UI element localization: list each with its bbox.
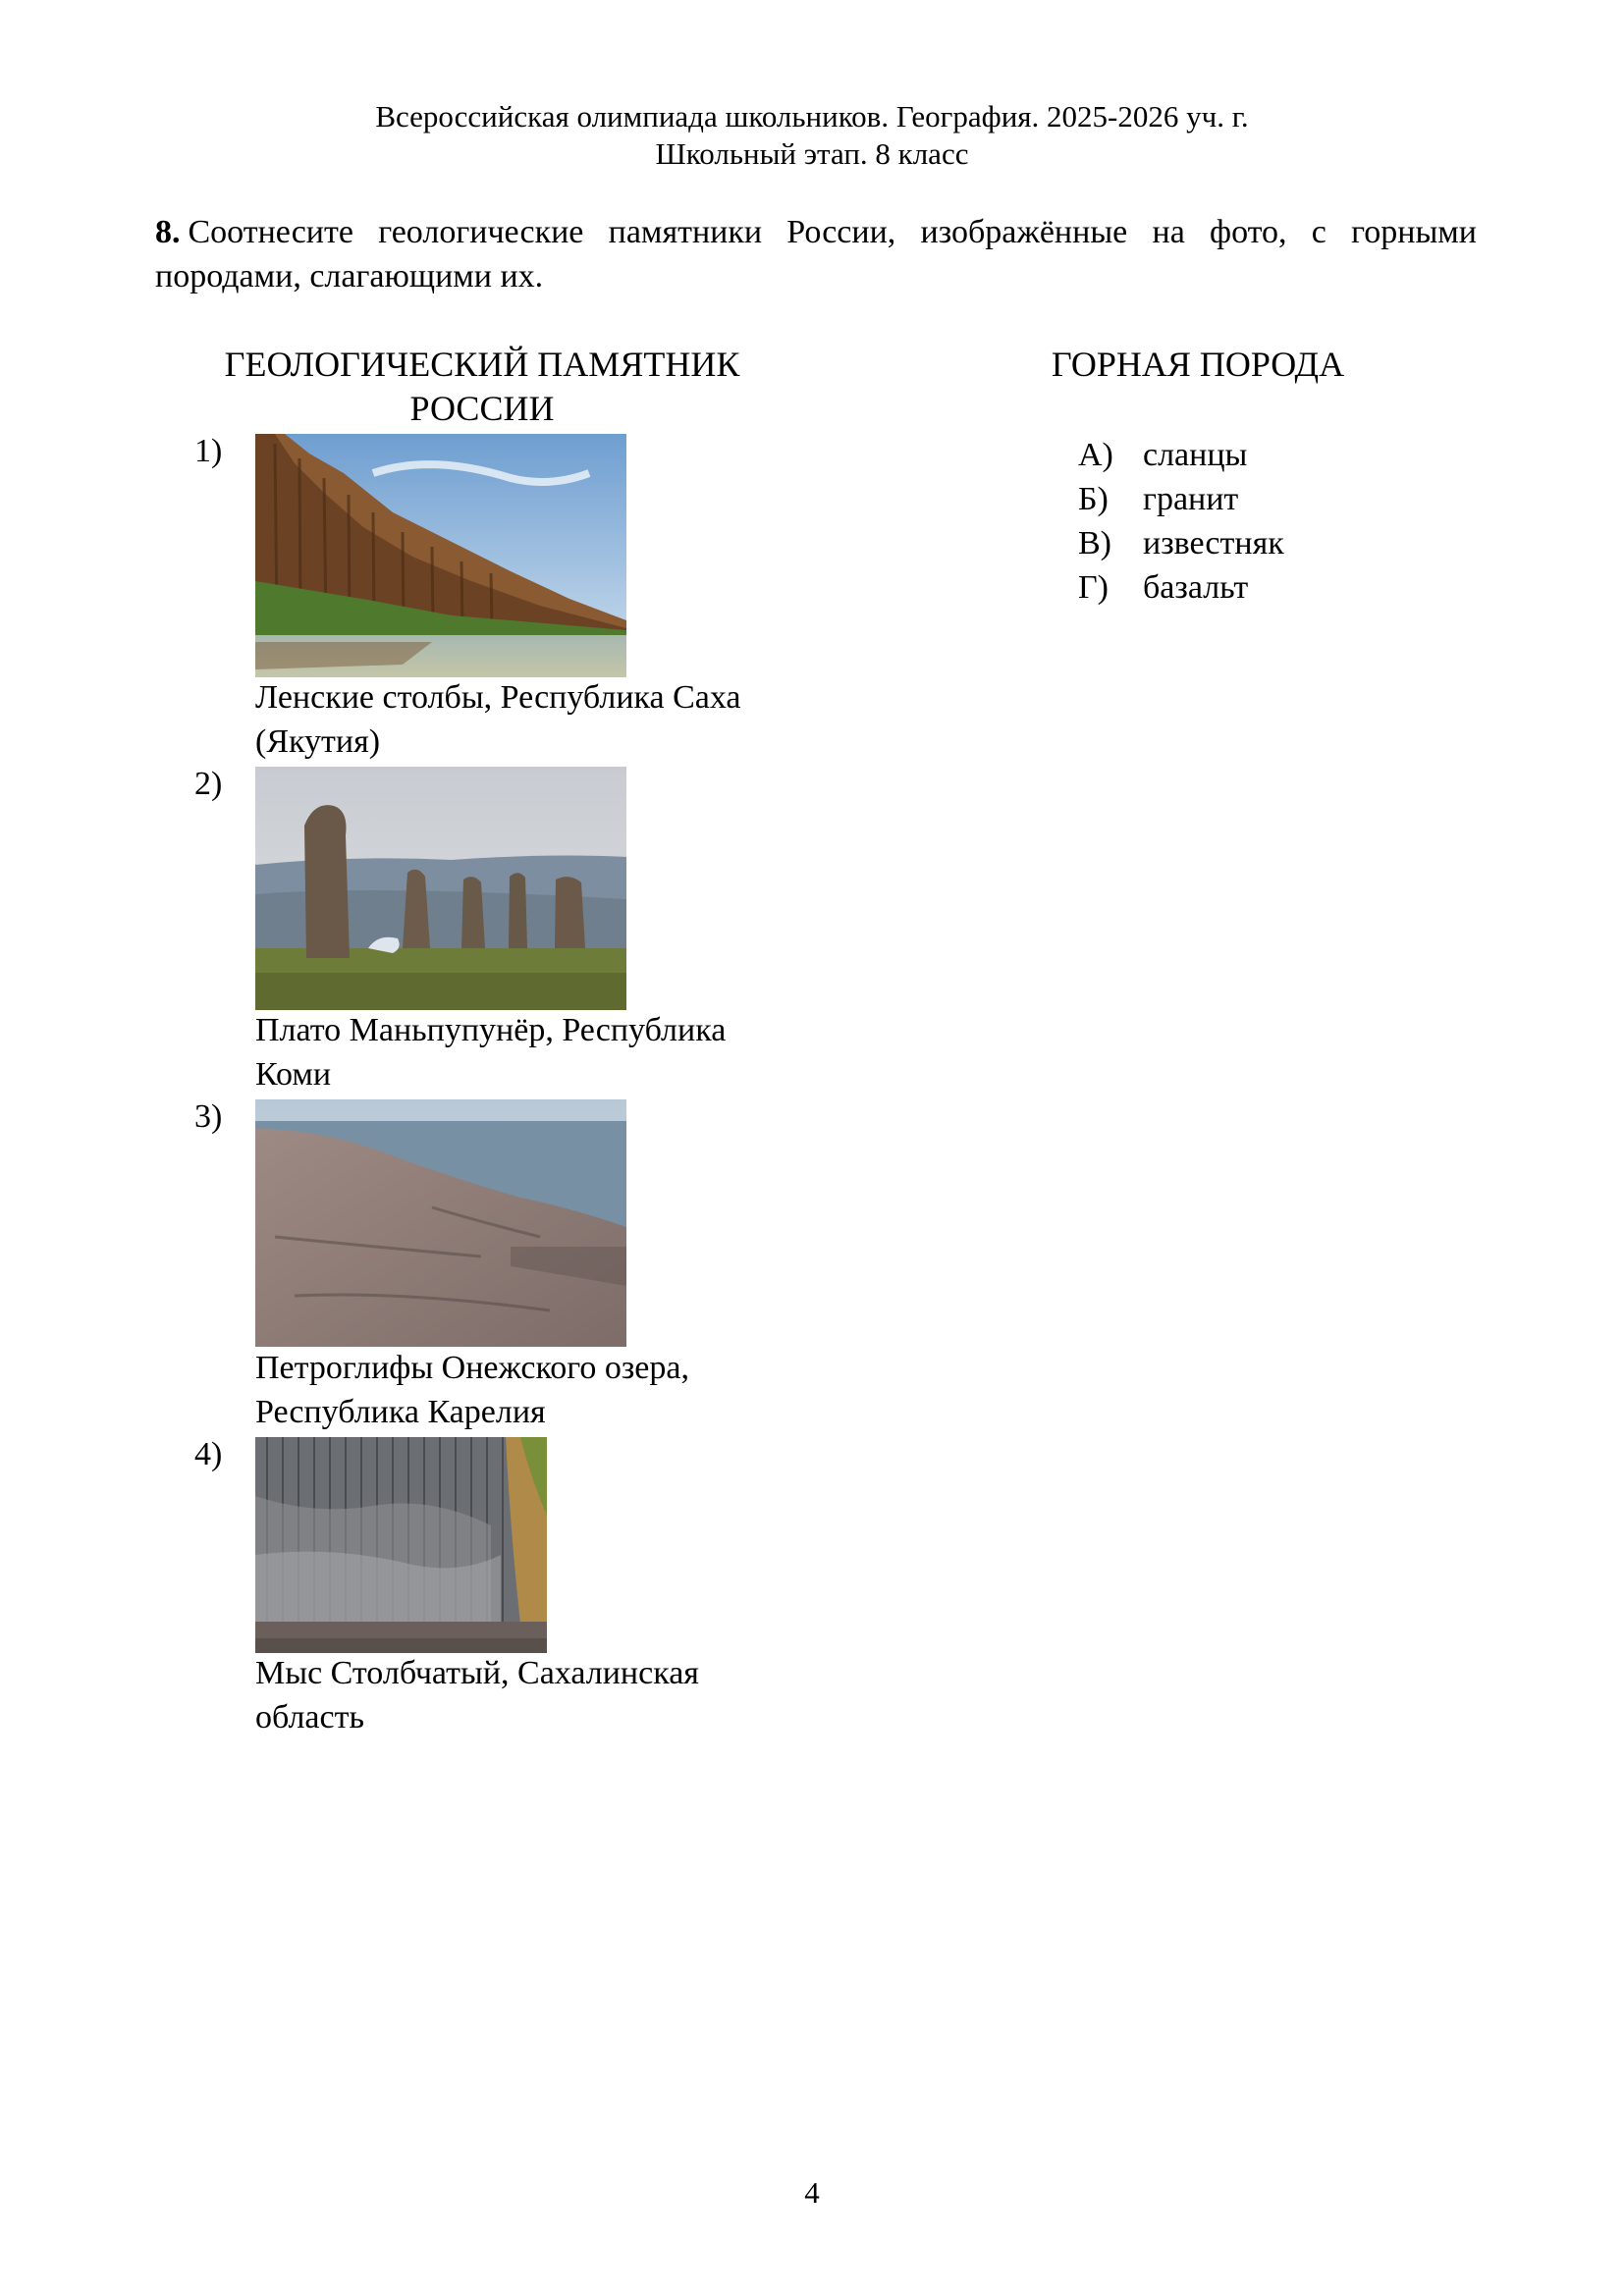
monument-number: 3) <box>194 1098 223 1135</box>
rock-option <box>1078 433 1284 477</box>
rock-letter: В) <box>1078 525 1111 561</box>
right-column-heading: ГОРНАЯ ПОРОДА <box>1051 345 1345 384</box>
onega-petroglyphs-photo <box>255 1099 626 1347</box>
monument-number: 4) <box>194 1436 223 1472</box>
task-text: Соотнесите геологические памятники России, изображённые на фото, с горными породами, слагающими их. <box>155 214 1477 294</box>
left-column-heading: ГЕОЛОГИЧЕСКИЙ ПАМЯТНИК РОССИИ <box>224 345 740 428</box>
manpupuner-photo <box>255 767 626 1010</box>
rock-option <box>1078 521 1284 565</box>
rock-name: гранит <box>1143 481 1239 517</box>
rock-name: базальт <box>1143 569 1249 606</box>
document-header-title: Всероссийская олимпиада школьников. География. 2025-2026 уч. г. <box>375 99 1249 133</box>
task-number: 8. <box>155 214 181 250</box>
rock-letter: А) <box>1078 437 1113 473</box>
cape-stolbchaty-photo <box>255 1437 547 1653</box>
monument-caption: Плато Маньпупунёр, Республика Коми <box>255 1012 727 1093</box>
rock-letter: Г) <box>1078 569 1109 606</box>
monument-caption: Ленские столбы, Республика Саха (Якутия) <box>255 679 741 760</box>
page-number: 4 <box>804 2175 820 2210</box>
monument-caption: Мыс Столбчатый, Сахалинская область <box>255 1655 699 1735</box>
rock-name: известняк <box>1143 525 1284 561</box>
lena-pillars-photo <box>255 434 626 677</box>
monument-number: 2) <box>194 766 223 802</box>
monument-caption: Петроглифы Онежского озера, Республика Карелия <box>255 1350 689 1430</box>
monument-number: 1) <box>194 433 223 469</box>
task-statement <box>155 210 1477 298</box>
rock-option <box>1078 477 1284 521</box>
rock-letter: Б) <box>1078 481 1109 517</box>
rock-options-list <box>1078 433 1284 610</box>
rock-name: сланцы <box>1143 437 1248 473</box>
document-header-subtitle: Школьный этап. 8 класс <box>655 136 969 171</box>
rock-option <box>1078 565 1284 610</box>
